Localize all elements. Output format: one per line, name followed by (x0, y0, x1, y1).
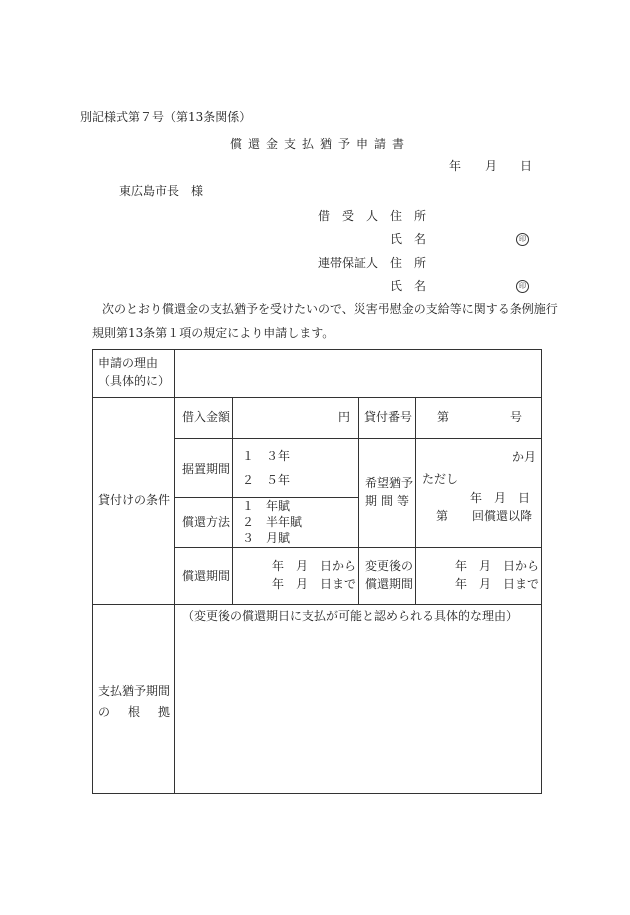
deferment-option-2: ２ ５年 (242, 473, 291, 487)
date-day-label: 日 (520, 159, 533, 173)
deferment-period-label: 据置期間 (182, 462, 231, 476)
deferment-date: 年 月 日 (470, 491, 531, 505)
deferment-however: ただし (422, 472, 459, 486)
deferment-from-installment: 第 回償還以降 (436, 509, 533, 523)
desired-deferment-label-line1: 希望猶予 (365, 476, 414, 490)
deferment-option-1: １ ３年 (242, 449, 291, 463)
basis-note: （変更後の償還期日に支払が可能と認められる具体的な理由） (182, 609, 519, 623)
repayment-period-label: 償還期間 (182, 569, 231, 583)
loan-number-suffix: 号 (510, 410, 523, 424)
changed-period-label-line2: 償還期間 (365, 577, 414, 591)
reason-label-line2: （具体的に） (98, 374, 171, 388)
loan-conditions-label: 貸付けの条件 (98, 493, 171, 507)
borrower-address-label: 住所 (390, 209, 439, 223)
deferment-months-unit: か月 (512, 450, 537, 464)
addressee: 東広島市長 様 (119, 184, 204, 198)
date-month-label: 月 (485, 159, 498, 173)
repayment-option-3: ３ 月賦 (242, 531, 291, 545)
repayment-period-to: 年 月 日まで (272, 577, 357, 591)
desired-deferment-label-line2: 期間等 (365, 494, 414, 508)
date-year-label: 年 (449, 159, 462, 173)
loan-number-prefix: 第 (437, 410, 450, 424)
basis-label-line1: 支払猶予期間 (98, 684, 171, 698)
repayment-method-label: 償還方法 (182, 515, 231, 529)
changed-period-to: 年 月 日まで (455, 577, 540, 591)
changed-period-from: 年 月 日から (455, 559, 540, 573)
body-text-line2: 規則第13条第１項の規定により申請します。 (92, 326, 335, 340)
repayment-option-1: １ 年賦 (242, 499, 291, 513)
guarantor-address-label: 住所 (390, 256, 439, 270)
loan-number-label: 貸付番号 (364, 410, 413, 424)
body-text-line1: 次のとおり償還金の支払猶予を受けたいので、災害弔慰金の支給等に関する条例施行 (102, 302, 558, 316)
guarantor-name-label: 氏名 (390, 279, 439, 293)
changed-period-label-line1: 変更後の (365, 559, 414, 573)
basis-label-line2: の根拠 (98, 705, 189, 719)
borrowed-amount-label: 借入金額 (182, 410, 231, 424)
borrower-name-label: 氏名 (390, 232, 439, 246)
document-title: 償還金支払猶予申請書 (230, 137, 411, 151)
seal-mark: 印 (516, 280, 529, 293)
form-number: 別記様式第７号（第13条関係） (80, 110, 252, 124)
borrower-label: 借受人 (318, 209, 391, 223)
borrowed-amount-unit: 円 (338, 410, 351, 424)
reason-label-line1: 申請の理由 (98, 356, 159, 370)
seal-mark: 印 (516, 233, 529, 246)
repayment-option-2: ２ 半年賦 (242, 515, 303, 529)
repayment-period-from: 年 月 日から (272, 559, 357, 573)
guarantor-label: 連帯保証人 (318, 256, 379, 270)
